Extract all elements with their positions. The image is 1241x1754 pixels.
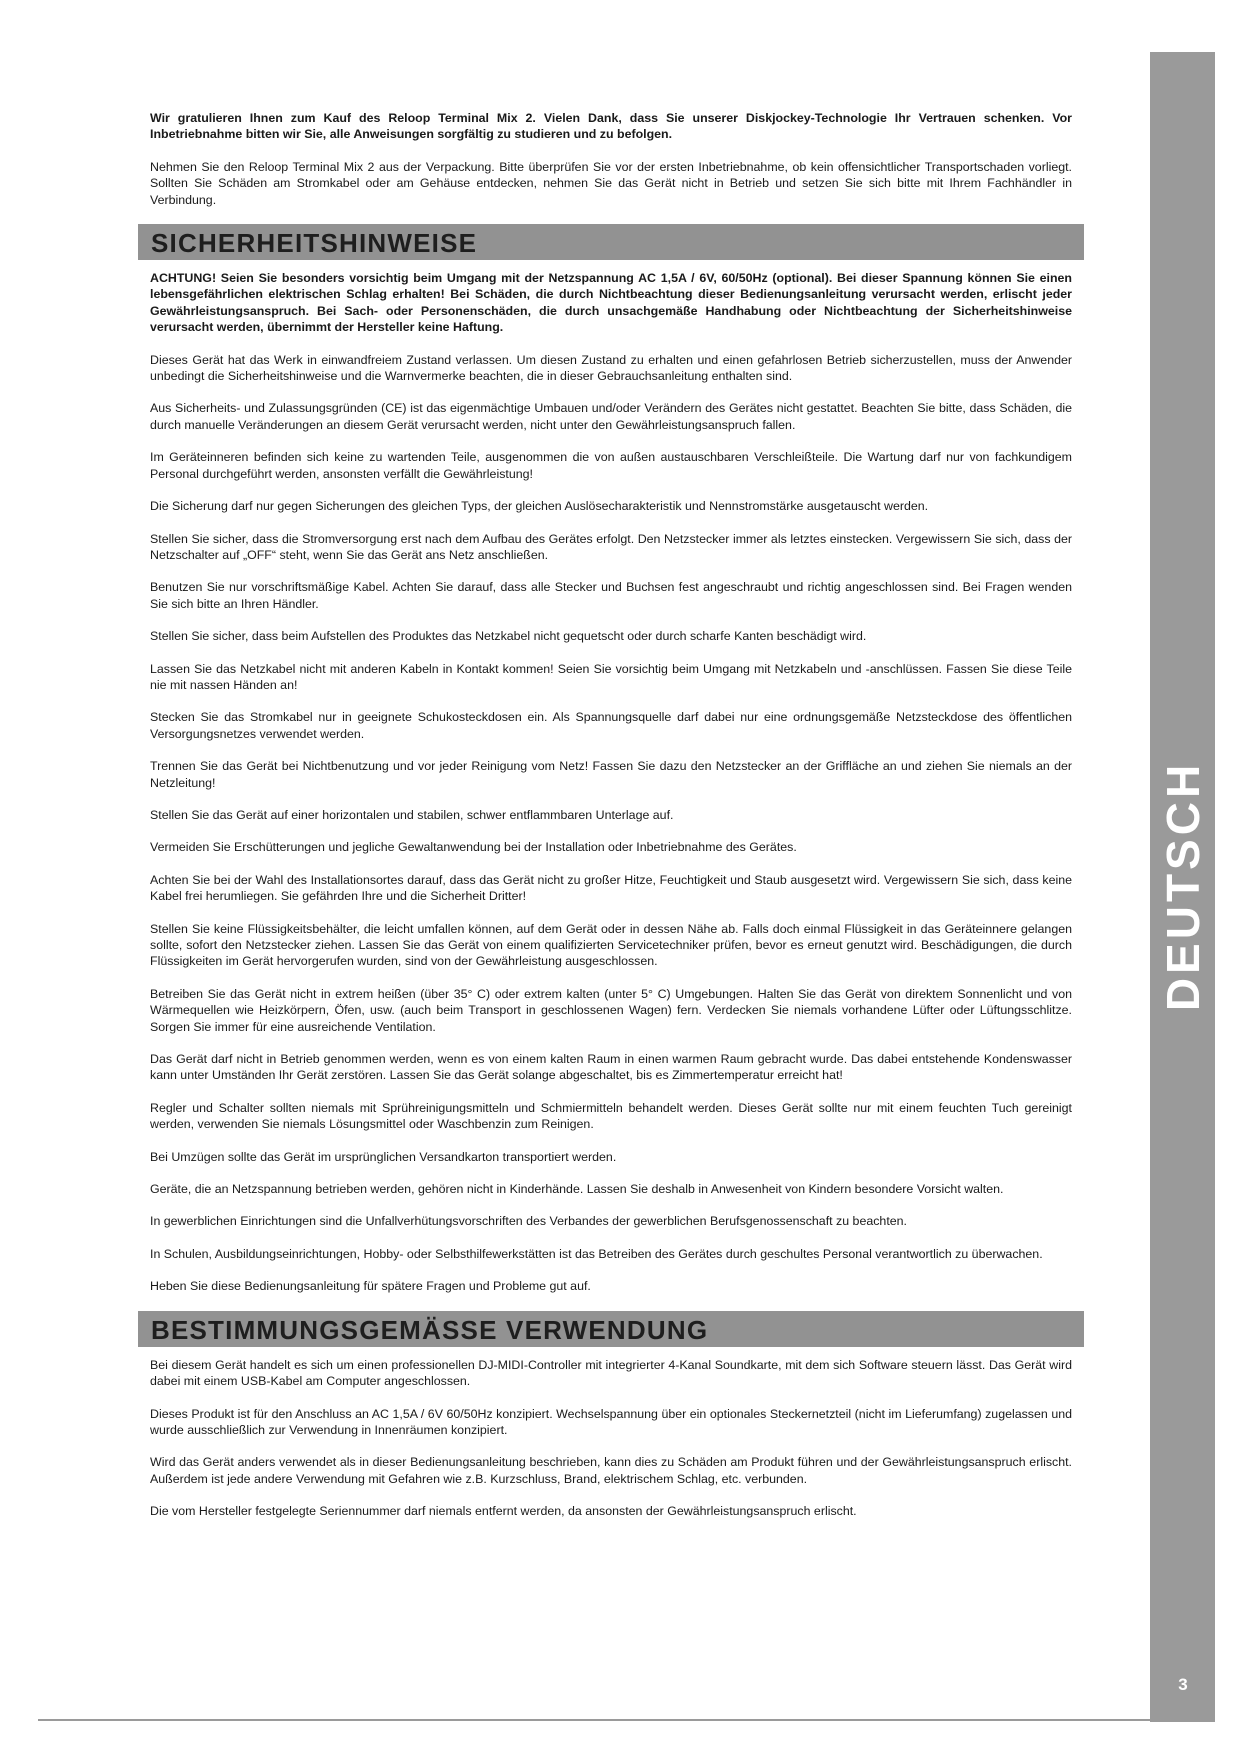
safety-paragraph: Benutzen Sie nur vorschriftsmäßige Kabel. Achten Sie darauf, dass alle Stecker und Buchsen fest angeschraubt und richtig angeschlossen sind. Bei Fragen wenden Sie sich bitte an Ihren Händler. bbox=[150, 580, 1072, 611]
usage-paragraph: Wird das Gerät anders verwendet als in dieser Bedienungsanleitung beschrieben, kann dies zu Schäden am Produkt führen und der Gewährleistungsanspruch erlischt. Außerdem ist jede andere Verwendung mit Gefahren wie z.B. Kurzschluss, Brand, elektrischem Schlag, etc. verbunden. bbox=[150, 1455, 1072, 1486]
safety-paragraph: Lassen Sie das Netzkabel nicht mit anderen Kabeln in Kontakt kommen! Seien Sie vorsichtig beim Umgang mit Netzkabeln und -anschlüssen. Fassen Sie diese Teile nie mit nassen Händen an! bbox=[150, 661, 1072, 692]
safety-paragraph: In Schulen, Ausbildungseinrichtungen, Hobby- oder Selbsthilfewerkstätten ist das Betreiben des Gerätes durch geschultes Personal verantwortlich zu überwachen. bbox=[150, 1246, 1043, 1261]
usage-paragraph: Dieses Produkt ist für den Anschluss an AC 1,5A / 6V 60/50Hz konzipiert. Wechselspannung über ein optionales Steckernetzteil (nicht im Lieferumfang) zugelassen und wurde ausschließlich zur Verwendung in Innenräumen konzipiert. bbox=[150, 1406, 1072, 1437]
safety-paragraph: Vermeiden Sie Erschütterungen und jegliche Gewaltanwendung bei der Installation oder Inbetriebnahme des Gerätes. bbox=[150, 840, 797, 855]
safety-paragraph: Stellen Sie sicher, dass die Stromversorgung erst nach dem Aufbau des Gerätes erfolgt. Den Netzstecker immer als letztes einstecken. Vergewissern Sie sich, dass der Netzschalter auf „OFF“ steht, wenn Sie das Gerät ans Netz anschließen. bbox=[150, 531, 1072, 562]
safety-paragraph: Stellen Sie sicher, dass beim Aufstellen des Produktes das Netzkabel nicht gequetscht oder durch scharfe Kanten beschädigt wird. bbox=[150, 629, 867, 644]
safety-paragraph: Die Sicherung darf nur gegen Sicherungen des gleichen Typs, der gleichen Auslösecharakteristik und Nennstromstärke ausgetauscht werden. bbox=[150, 499, 929, 514]
manual-content bbox=[150, 110, 1072, 1536]
safety-paragraph: Stellen Sie das Gerät auf einer horizontalen und stabilen, schwer entflammbaren Unterlage auf. bbox=[150, 807, 674, 822]
safety-paragraph: Stellen Sie keine Flüssigkeitsbehälter, die leicht umfallen können, auf dem Gerät oder in dessen Nähe ab. Falls doch einmal Flüssigkeit in das Geräteinnere gelangen sollte, sofort den Netzstecker ziehen. Lassen Sie das Gerät von einem qualifizierten Servicetechniker prüfen, bevor es erneut genutzt wird. Beschädigungen, die durch Flüssigkeiten im Gerät hervorgerufen wurden, sind von der Gewährleistung ausgeschlossen. bbox=[150, 921, 1072, 969]
safety-paragraph: Bei Umzügen sollte das Gerät im ursprünglichen Versandkarton transportiert werden. bbox=[150, 1149, 617, 1164]
safety-paragraph: In gewerblichen Einrichtungen sind die Unfallverhütungsvorschriften des Verbandes der gewerblichen Berufsgenossenschaft zu beachten. bbox=[150, 1214, 907, 1229]
safety-paragraph: Dieses Gerät hat das Werk in einwandfreiem Zustand verlassen. Um diesen Zustand zu erhalten und einen gefahrlosen Betrieb sicherzustellen, muss der Anwender unbedingt die Sicherheitshinweise und die Warnvermerke beachten, die in dieser Gebrauchsanleitung enthalten sind. bbox=[150, 352, 1072, 384]
safety-paragraph: Stecken Sie das Stromkabel nur in geeignete Schukosteckdosen ein. Als Spannungsquelle darf dabei nur eine ordnungsgemäße Netzsteckdose des öffentlichen Versorgungsnetzes verwendet werden. bbox=[150, 710, 1072, 741]
safety-warning: ACHTUNG! Seien Sie besonders vorsichtig beim Umgang mit der Netzspannung AC 1,5A / 6V, 60/50Hz (optional). Bei dieser Spannung können Sie einen lebensgefährlichen elektrischen Schlag erhalten! Bei Schäden, die durch Nichtbeachtung dieser Bedienungsanleitung verursacht werden, erlischt jeder Gewährleistungsanspruch. Bei Sach- oder Personenschäden, die durch unsachgemäße Handhabung oder Nichtbeachtung der Sicherheitshinweise verursacht werden, übernimmt der Hersteller keine Haftung. bbox=[150, 271, 1072, 335]
safety-paragraph: Trennen Sie das Gerät bei Nichtbenutzung und vor jeder Reinigung vom Netz! Fassen Sie dazu den Netzstecker an der Griffläche an und ziehen Sie niemals an der Netzleitung! bbox=[150, 759, 1072, 790]
language-label: DEUTSCH bbox=[1157, 760, 1209, 1012]
intro-paragraph: Wir gratulieren Ihnen zum Kauf des Reloop Terminal Mix 2. Vielen Dank, dass Sie unserer Diskjockey-Technologie Ihr Vertrauen schenken. Vor Inbetriebnahme bitten wir Sie, alle Anweisungen sorgfältig zu studieren und zu befolgen. bbox=[150, 111, 1072, 142]
usage-paragraph: Die vom Hersteller festgelegte Seriennummer darf niemals entfernt werden, da ansonsten der Gewährleistungsanspruch erlischt. bbox=[150, 1504, 857, 1519]
intro-paragraph: Nehmen Sie den Reloop Terminal Mix 2 aus der Verpackung. Bitte überprüfen Sie vor der ersten Inbetriebnahme, ob kein offensichtlicher Transportschaden vorliegt. Sollten Sie Schäden am Stromkabel oder am Gehäuse entdecken, nehmen Sie das Gerät nicht in Betrieb und setzen Sie sich bitte mit Ihrem Fachhändler in Verbindung. bbox=[150, 159, 1072, 207]
safety-paragraph: Im Geräteinneren befinden sich keine zu wartenden Teile, ausgenommen die von außen austauschbaren Verschleißteile. Die Wartung darf nur von fachkundigem Personal durchgeführt werden, ansonsten verfällt die Gewährleistung! bbox=[150, 450, 1072, 481]
safety-paragraph: Das Gerät darf nicht in Betrieb genommen werden, wenn es von einem kalten Raum in einen warmen Raum gebracht wurde. Das dabei entstehende Kondenswasser kann unter Umständen Ihr Gerät zerstören. Lassen Sie das Gerät solange abgeschaltet, bis es Zimmertemperatur erreicht hat! bbox=[150, 1052, 1072, 1083]
usage-paragraph: Bei diesem Gerät handelt es sich um einen professionellen DJ-MIDI-Controller mit integrierter 4-Kanal Soundkarte, mit dem sich Software steuern lässt. Das Gerät wird dabei mit einem USB-Kabel am Computer angeschlossen. bbox=[150, 1357, 1072, 1389]
safety-paragraph: Geräte, die an Netzspannung betrieben werden, gehören nicht in Kinderhände. Lassen Sie deshalb in Anwesenheit von Kindern besondere Vorsicht walten. bbox=[150, 1182, 1004, 1197]
section-header-safety: SICHERHEITSHINWEISE bbox=[138, 224, 1084, 260]
footer-rule bbox=[38, 1719, 1215, 1721]
safety-paragraph: Betreiben Sie das Gerät nicht in extrem heißen (über 35° C) oder extrem kalten (unter 5° C) Umgebungen. Halten Sie das Gerät von direktem Sonnenlicht und von Wärmequellen wie Heizkörpern, Öfen, usw. (auch beim Transport in geschlossenen Wagen) fern. Verdecken Sie niemals vorhandene Lüfter oder Lüftungsschlitze. Sorgen Sie immer für eine ausreichende Ventilation. bbox=[150, 986, 1072, 1034]
section-header-usage: BESTIMMUNGSGEMÄSSE VERWENDUNG bbox=[138, 1311, 1084, 1347]
page-number: 3 bbox=[1178, 1675, 1188, 1694]
safety-paragraph: Aus Sicherheits- und Zulassungsgründen (CE) ist das eigenmächtige Umbauen und/oder Verändern des Gerätes nicht gestattet. Beachten Sie bitte, dass Schäden, die durch manuelle Veränderungen an diesem Gerät verursacht werden, nicht unter den Gewährleistungsanspruch fallen. bbox=[150, 401, 1072, 432]
safety-paragraph: Achten Sie bei der Wahl des Installationsortes darauf, dass das Gerät nicht zu großer Hitze, Feuchtigkeit und Staub ausgesetzt wird. Vergewissern Sie sich, dass keine Kabel frei herumliegen. Sie gefährden Ihre und die Sicherheit Dritter! bbox=[150, 872, 1072, 904]
safety-paragraph: Heben Sie diese Bedienungsanleitung für spätere Fragen und Probleme gut auf. bbox=[150, 1279, 591, 1294]
safety-paragraph: Regler und Schalter sollten niemals mit Sprühreinigungsmitteln und Schmiermitteln behandelt werden. Dieses Gerät sollte nur mit einem feuchten Tuch gereinigt werden, verwenden Sie niemals Lösungsmittel oder Waschbenzin zum Reinigen. bbox=[150, 1100, 1072, 1132]
